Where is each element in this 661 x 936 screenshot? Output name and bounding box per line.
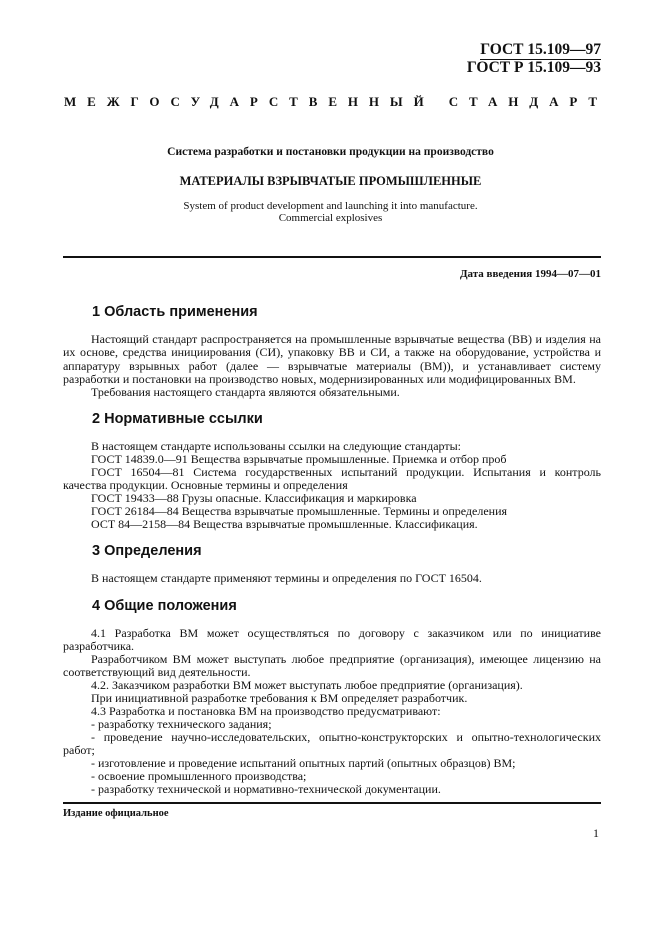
references-intro: В настоящем стандарте использованы ссылки на следующие стандарты: <box>91 439 462 453</box>
reference-ost-84-2158: ОСТ 84—2158—84 Вещества взрывчатые промышленные. Классификация. <box>91 517 478 531</box>
clause-4-2: 4.2. Заказчиком разработки ВМ может выступать любое предприятие (организация). <box>91 678 523 692</box>
clause-4-1-developer: Разработчиком ВМ может выступать любое предприятие (организация), имеющее лицензию на соответствующий вид деятельности. <box>63 652 601 680</box>
english-title-line-1: System of product development and launching it into manufacture. <box>183 200 478 212</box>
gost-code-97: ГОСТ 15.109—97 <box>480 41 601 58</box>
gost-code-block <box>467 42 601 76</box>
reference-gost-19433: ГОСТ 19433—88 Грузы опасные. Классификация и маркировка <box>91 491 417 505</box>
gost-r-code-93: ГОСТ Р 15.109—93 <box>466 59 601 76</box>
top-divider <box>63 256 601 258</box>
section-3-text: В настоящем стандарте применяют термины и определения по ГОСТ 16504. <box>91 571 482 585</box>
section-4-heading: 4 Общие положения <box>92 598 237 614</box>
official-edition-label: Издание официальное <box>63 808 169 819</box>
interstate-standard-banner: МЕЖГОСУДАРСТВЕННЫЙ СТАНДАРТ <box>64 94 608 109</box>
reference-gost-16504: ГОСТ 16504—81 Система государственных испытаний продукции. Испытания и контроль качества продукции. Основные термины и определения <box>63 465 601 493</box>
section-1-paragraph: Настоящий стандарт распространяется на промышленные взрывчатые вещества (ВВ) и изделия на их основе, средства инициирования (СИ), упаковку ВВ и СИ, а также на оборудование, устройства и аппаратуру взрывных работ (далее — взрывчатые материалы (ВМ)), и устанавливает систему разработки и постановки на производство новых, модернизированных или модифицированных ВМ. <box>63 332 601 386</box>
list-item: - освоение промышленного производства; <box>91 769 307 783</box>
clause-4-3: 4.3 Разработка и постановка ВМ на производство предусматривают: <box>91 704 441 718</box>
system-subtitle: Система разработки и постановки продукции на производство <box>167 146 494 158</box>
english-title-line-2: Commercial explosives <box>278 212 383 224</box>
clause-4-1: 4.1 Разработка ВМ может осуществляться по договору с заказчиком или по инициативе разработчика. <box>63 626 601 654</box>
section-3-heading: 3 Определения <box>92 543 202 559</box>
clause-4-2-initiative: При инициативной разработке требования к ВМ определяет разработчик. <box>91 691 468 705</box>
effective-date: Дата введения 1994—07—01 <box>459 268 601 280</box>
reference-gost-14839: ГОСТ 14839.0—91 Вещества взрывчатые промышленные. Приемка и отбор проб <box>91 452 507 466</box>
list-item: - проведение научно-исследовательских, опытно-конструкторских и опытно-технологических работ; <box>63 730 601 758</box>
section-1-heading: 1 Область применения <box>92 304 258 320</box>
section-2-heading: 2 Нормативные ссылки <box>92 411 263 427</box>
page-number: 1 <box>593 826 599 840</box>
reference-gost-26184: ГОСТ 26184—84 Вещества взрывчатые промышленные. Термины и определения <box>91 504 508 518</box>
list-item: - разработку технической и нормативно-технической документации. <box>91 782 441 796</box>
document-title: МАТЕРИАЛЫ ВЗРЫВЧАТЫЕ ПРОМЫШЛЕННЫЕ <box>179 174 482 188</box>
list-item: - разработку технического задания; <box>91 717 272 731</box>
section-1-mandatory-note: Требования настоящего стандарта являются обязательными. <box>91 385 400 399</box>
list-item: - изготовление и проведение испытаний опытных партий (опытных образцов) ВМ; <box>91 756 516 770</box>
bottom-divider <box>63 802 601 804</box>
